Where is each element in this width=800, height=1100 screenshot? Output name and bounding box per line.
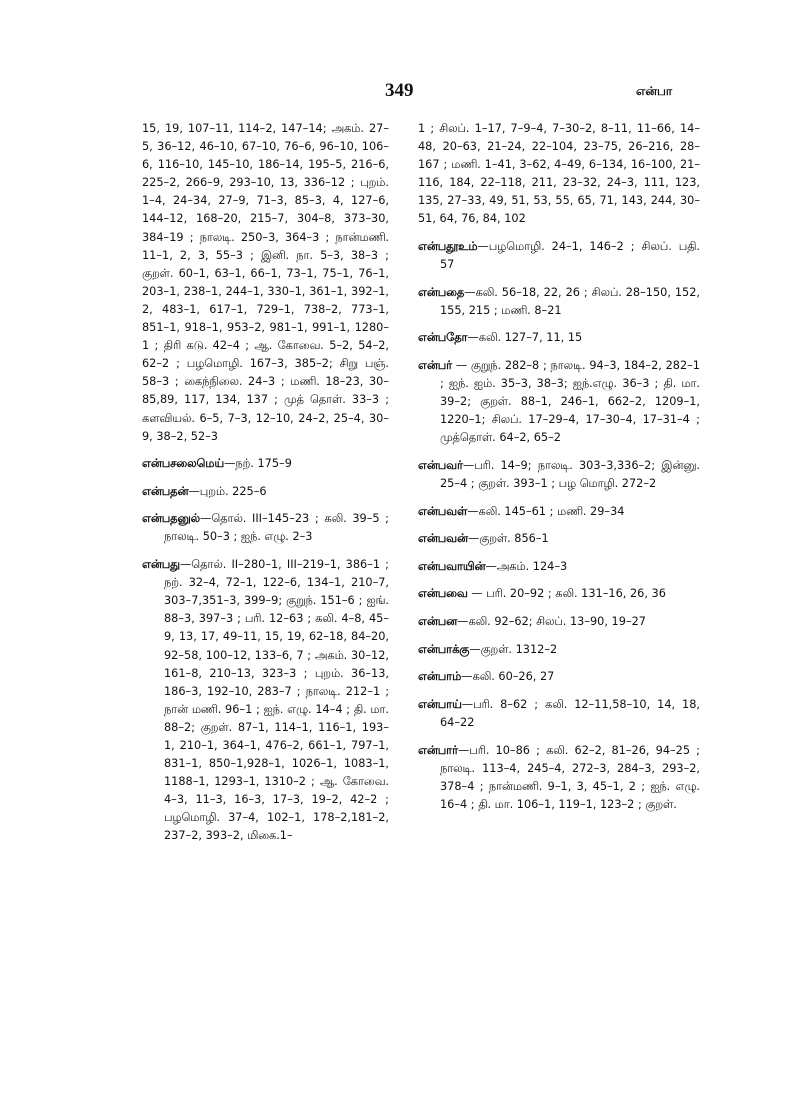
index-entry (418, 284, 700, 320)
entry-headword: என்பாம் (418, 670, 462, 684)
entry-refs: —கலி. 92–62; சிலப். 13–90, 19–27 (457, 615, 646, 629)
page-number: 349 (385, 80, 414, 101)
index-entry (418, 120, 700, 229)
entry-refs: —பரி. 10–86 ; கலி. 62–2, 81–26, 94–25 ; நாலடி. 113–4, 245–4, 272–3, 284–3, 293–2, 378–4 ; நான்மணி. 9–1, 3, 45–1, 2 ; ஐந். எழு. 16–4 ; தி. மா. 106–1, 119–1, 123–2 ; குறள். (440, 743, 700, 811)
entry-headword: என்பாய் (418, 697, 462, 711)
index-entry (418, 742, 700, 814)
entry-refs: — பரி. 20–92 ; கலி. 131–16, 26, 36 (467, 587, 666, 601)
entry-headword: என்பதனுல் (142, 512, 201, 526)
index-entry (142, 556, 389, 846)
index-entry (418, 503, 700, 521)
entry-refs: 1 ; சிலப். 1–17, 7–9–4, 7–30–2, 8–11, 11–66, 14–48, 20–63, 21–24, 22–104, 23–75, 26–216, 28–167 ; மணி. 1–41, 3–62, 4–49, 6–134, 16–100, 21–116, 184, 22–118, 211, 23–32, 24–3, 111, 123, 135, 27–33, 49, 51, 53, 55, 65, 71, 143, 244, 30–51, 64, 76, 84, 102 (418, 122, 700, 226)
entry-refs: —பரி. 8–62 ; கலி. 12–11,58–10, 14, 18, 64–22 (440, 697, 700, 729)
entry-refs: —கலி. 56–18, 22, 26 ; சிலப். 28–150, 152, 155, 215 ; மணி. 8–21 (440, 285, 700, 317)
entry-headword: என்பதோ (418, 331, 468, 345)
entry-refs: —கலி. 127–7, 11, 15 (467, 331, 583, 345)
index-entry (418, 530, 700, 548)
entry-refs: 15, 19, 107–11, 114–2, 147–14; அகம். 27–5, 36–12, 46–10, 67–10, 76–6, 96–10, 106–6, 116–10, 145–10, 186–14, 195–5, 216–6, 225–2, 266–9, 293–10, 13, 336–12 ; புறம். 1–4, 24–34, 27–9, 71–3, 85–3, 4, 127–6, 144–12, 168–20, 215–7, 304–8, 373–30, 384–19 ; நாலடி. 250–3, 364–3 ; நான்மணி. 11–1, 2, 3, 55–3 ; இனி. நா. 5–3, 38–3 ; குறள். 60–1, 63–1, 66–1, 73–1, 75–1, 76–1, 203–1, 238–1, 244–1, 330–1, 361–1, 392–1, 2, 483–1, 617–1, 729–1, 738–2, 773–1, 851–1, 918–1, 953–2, 981–1, 991–1, 1280–1 ; திரி கடு. 42–4 ; ஆ. கோவை. 5–2, 54–2, 62–2 ; பழமொழி. 167–3, 385–2; சிறு பஞ். 58–3 ; கைந்நிலை. 24–3 ; மணி. 18–23, 30–85,89, 117, 134, 137 ; முத் தொள். 33–3 ; களவியல். 6–5, 7–3, 12–10, 24–2, 25–4, 30–9, 38–2, 52–3 (142, 122, 389, 443)
index-entry (418, 238, 700, 274)
entry-refs: —குறள். 1312–2 (469, 642, 558, 656)
entry-refs: —அகம். 124–3 (485, 559, 568, 573)
index-entry (418, 668, 700, 686)
entry-refs: —தொல். II–280–1, III–219–1, 386–1 ; நற். 32–4, 72–1, 122–6, 134–1, 210–7, 303–7,351–3, 399–9; குறுந். 151–6 ; ஐங். 88–3, 397–3 ; பரி. 12–63 ; கலி. 4–8, 45–9, 13, 17, 49–11, 15, 19, 62–18, 84–20, 92–58, 100–12, 133–6, 7 ; அகம். 30–12, 161–8, 210–13, 323–3 ; புறம். 36–13, 186–3, 192–10, 283–7 ; நாலடி. 212–1 ; நான் மணி. 96–1 ; ஐந். எழு. 14–4 ; தி. மா. 88–2; குறள். 87–1, 114–1, 116–1, 193–1, 210–1, 364–1, 476–2, 661–1, 797–1, 831–1, 850–1,928–1, 1026–1, 1083–1, 1188–1, 1293–1, 1310–2 ; ஆ. கோவை. 4–3, 11–3, 16–3, 17–3, 19–2, 42–2 ; பழமொழி. 37–4, 102–1, 178–2,181–2, 237–2, 393–2, மிகை.1– (164, 558, 389, 843)
index-entry (418, 357, 700, 447)
index-entry (418, 613, 700, 631)
index-entry (418, 585, 700, 603)
index-entry (418, 696, 700, 732)
entry-headword: என்பதை (418, 285, 465, 299)
entry-headword: என்பவன் (418, 532, 468, 546)
entry-headword: என்பார் (418, 743, 458, 757)
entry-headword: என்பவை (418, 587, 468, 601)
index-entry (142, 483, 389, 501)
index-entry (142, 120, 389, 446)
index-entry (142, 455, 389, 473)
entry-headword: என்பர் (418, 359, 453, 373)
entry-headword: என்பவாயின் (418, 559, 486, 573)
entry-refs: —குறள். 856–1 (467, 532, 549, 546)
index-entry (418, 558, 700, 576)
entry-refs: —பழமொழி. 24–1, 146–2 ; சிலப். பதி. 57 (440, 240, 700, 272)
index-entry (418, 641, 700, 659)
entry-refs: —நற். 175–9 (224, 457, 292, 471)
entry-headword: என்பதன் (142, 484, 189, 498)
entry-headword: என்பவர் (418, 459, 463, 472)
entry-refs: —கலி. 145–61 ; மணி. 29–34 (467, 504, 625, 518)
index-entry (418, 329, 700, 347)
entry-headword: என்பன (418, 615, 458, 629)
entry-headword: என்பசலைமெய் (142, 457, 225, 471)
running-head: என்பா (636, 84, 673, 98)
left-column (142, 120, 389, 855)
entry-refs: —தொல். III–145–23 ; கலி. 39–5 ; நாலடி. 50–3 ; ஐந். எழு. 2–3 (164, 512, 389, 544)
right-column (418, 120, 700, 823)
entry-headword: என்பாக்கு (418, 642, 470, 656)
entry-headword: என்பவள் (418, 504, 468, 518)
index-entry (418, 457, 700, 493)
entry-refs: —பரி. 14–9; நாலடி. 303–3,336–2; இன்னு. 25–4 ; குறள். 393–1 ; பழ மொழி. 272–2 (440, 459, 700, 491)
entry-refs: —கலி. 60–26, 27 (461, 670, 555, 684)
entry-refs: —புறம். 225–6 (188, 484, 267, 498)
index-entry (142, 510, 389, 546)
entry-refs: — குறுந். 282–8 ; நாலடி. 94–3, 184–2, 282–1 ; ஐந். ஐம். 35–3, 38–3; ஐந்.எழு. 36–3 ; தி. மா. 39–2; குறள். 88–1, 246–1, 662–2, 1209–1, 1220–1; சிலப். 17–29–4, 17–30–4, 17–31–4 ; முத்தொள். 64–2, 65–2 (440, 359, 700, 445)
entry-headword: என்பது (142, 558, 180, 572)
entry-headword: என்பதூஉம் (418, 240, 478, 254)
